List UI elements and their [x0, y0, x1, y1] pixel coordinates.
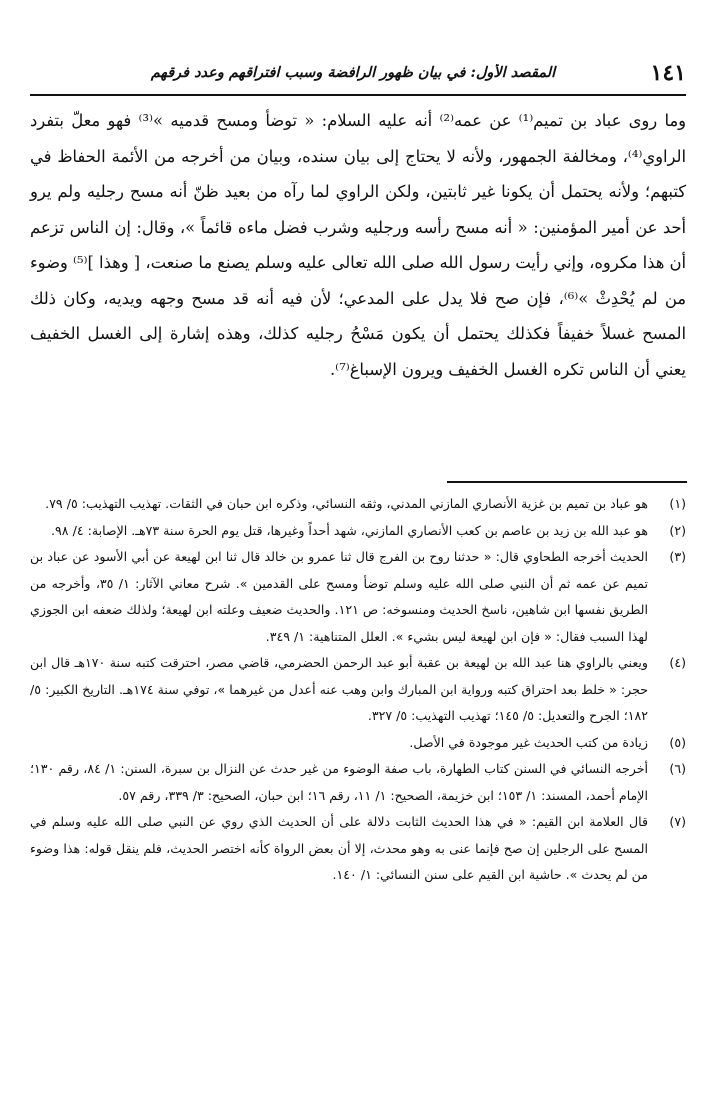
footnote-number: (٤) — [669, 655, 686, 670]
footnote-separator — [447, 481, 687, 483]
main-paragraph: وما روى عباد بن تميم⁽¹⁾ عن عمه⁽²⁾ أنه عليه السلام: « توضأ ومسح قدميه »⁽³⁾ فهو معلّ بتفرد الراوي⁽⁴⁾، ومخالفة الجمهور، ولأنه لا يحتاج إلى بيان سنده، وبيان من أخرجه من الأئمة الحفاظ في كتبهم؛ ولأنه يحتمل أن يكونا غير ثابتين، ولكن الراوي لما رآه من بعيد ظنّ أنه مسح رجليه ولم يرو أحد عن أمير المؤمنين: « أنه مسح رأسه ورجليه وشرب فضل ماءه قائماً »، وقال: إن الناس تزعم أن هذا مكروه، وإني رأيت رسول الله صلى الله تعالى عليه وسلم يصنع ما صنعت، [ وهذا ]⁽⁵⁾ وضوء من لم يُحْدِثْ »⁽⁶⁾، فإن صح فلا يدل على المدعي؛ لأن فيه أنه قد مسح وجهه ويديه، وكان ذلك المسح غسلاً خفيفاً فكذلك يحتمل أن يكون مَسْحُ رجليه كذلك، وهذه إشارة إلى الغسل الخفيف يعني أن الناس تكره الغسل الخفيف ويرون الإسباغ⁽⁷⁾. — [30, 111, 687, 379]
footnote-text: قال العلامة ابن القيم: « في هذا الحديث الثابت دلالة على أن الحديث الذي روي عن النبي صلى الله عليه وسلم في المسح على الرجلين إن صح فإنما عنى به وهو محدث، إلا أن بعض الرواة كأنه اختصر الحديث، فلم ينقل قوله: هذا وضوء من لم يحدث ». حاشية ابن القيم على سنن النسائي: ١/ ١٤٠. — [30, 814, 648, 882]
footnote-number: (٣) — [669, 549, 686, 564]
footnote-text: زيادة من كتب الحديث غير موجودة في الأصل. — [409, 734, 648, 750]
footnote-4 — [30, 650, 686, 730]
footnote-1 — [30, 491, 686, 518]
footnote-text: هو عبد الله بن زيد بن عاصم بن كعب الأنصاري المازني، شهد أحداً وغيرها، قتل يوم الحرة سنة ٧٣هـ. الإصابة: ٤/ ٩٨. — [51, 522, 648, 538]
footnote-text: الحديث أخرجه الطحاوي قال: « حدثنا روح بن الفرج قال ثنا عمرو بن خالد قال ثنا ابن لهيعة عن أبي الأسود عن عباد بن تميم عن عمه ثم أن النبي صلى الله عليه وسلم توضأ ومسح على القدمين ». شرح معاني الآثار: ١/ ٣٥، وأخرجه من الطريق نفسها ابن شاهين، ناسخ الحديث ومنسوخه: ص ١٢١. والحديث ضعيف وعلته ابن لهيعة؛ ولذلك ضعفه ابن الجوزي لهذا السبب فقال: « فإن ابن لهيعة ليس بشيء ». العلل المتناهية: ١/ ٣٤٩. — [30, 549, 649, 644]
page-header — [30, 58, 686, 96]
page-number: ١٤١ — [650, 60, 686, 86]
footnote-number: (٥) — [669, 734, 686, 750]
footnote-number: (١) — [669, 496, 686, 511]
footnote-6 — [30, 756, 686, 809]
footnote-7 — [30, 809, 686, 889]
footnotes — [30, 491, 686, 889]
footnote-number: (٦) — [669, 761, 686, 776]
footnote-text: ويعني بالراوي هنا عبد الله بن لهيعة بن عقبة أبو عبد الرحمن الحضرمي، قاضي مصر، احترقت كتبه سنة ١٧٠هـ قال ابن حجر: « خلط بعد احتراق كتبه ورواية ابن المبارك وابن وهب عنه أعدل من غيرهما »، توفي سنة ١٧٤هـ. التاريخ الكبير: ٥/ ١٨٢؛ الجرح والتعديل: ٥/ ١٤٥؛ تهذيب التهذيب: ٥/ ٣٢٧. — [30, 655, 648, 723]
footnote-text: أخرجه النسائي في السنن كتاب الطهارة، باب صفة الوضوء من غير حدث عن النزال بن سبرة، السنن: ١/ ٨٤، رقم ١٣٠؛ الإمام أحمد، المسند: ١/ ١٥٣؛ ابن خزيمة، الصحيح: ١/ ١١، رقم ١٦؛ ابن حبان، الصحيح: ٣/ ٣٣٩، رقم ٥٧. — [30, 761, 649, 803]
footnote-text: هو عباد بن تميم بن غزية الأنصاري المازني المدني، وثقه النسائي، وذكره ابن حبان في الثقات. تهذيب التهذيب: ٥/ ٧٩. — [45, 496, 648, 511]
footnote-5 — [30, 730, 686, 757]
footnote-number: (٧) — [669, 814, 686, 829]
footnote-number: (٢) — [669, 522, 686, 538]
running-title: المقصد الأول: في بيان ظهور الرافضة وسبب افتراقهم وعدد فرقهم — [150, 64, 556, 81]
main-text — [30, 103, 686, 387]
footnote-2 — [30, 518, 686, 545]
footnote-3 — [30, 544, 686, 650]
